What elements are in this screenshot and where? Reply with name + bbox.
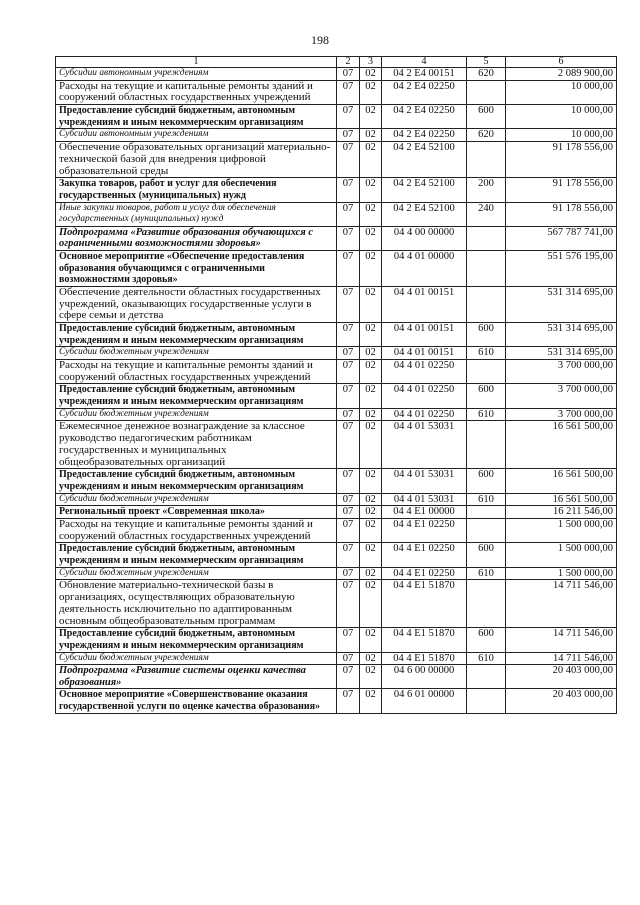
row-subsection-cell: 02 xyxy=(360,469,382,493)
row-subsection-cell: 02 xyxy=(360,68,382,81)
row-expense-type-cell: 600 xyxy=(467,323,506,347)
table-row xyxy=(56,250,617,286)
row-amount-cell: 16 211 546,00 xyxy=(506,506,617,519)
row-name-cell: Закупка товаров, работ и услуг для обеспечения государственных (муниципальных) нужд xyxy=(56,178,337,202)
table-row xyxy=(56,323,617,347)
row-section-cell: 07 xyxy=(337,359,360,384)
row-expense-type-cell: 240 xyxy=(467,202,506,226)
table-row xyxy=(56,543,617,567)
row-subsection-cell: 02 xyxy=(360,323,382,347)
row-name-cell: Основное мероприятие «Обеспечение предоставления образования обучающимся с ограниченными возможностями здоровья» xyxy=(56,250,337,286)
page-number: 198 xyxy=(311,33,329,47)
row-target-code-cell: 04 4 01 02250 xyxy=(382,359,467,384)
header-cell-target-code: 4 xyxy=(382,57,467,68)
table-row xyxy=(56,665,617,689)
row-target-code-cell: 04 4 01 00151 xyxy=(382,286,467,322)
row-expense-type-cell: 610 xyxy=(467,408,506,421)
row-expense-type-cell: 610 xyxy=(467,347,506,360)
row-section-cell: 07 xyxy=(337,469,360,493)
header-cell-name: 1 xyxy=(56,57,337,68)
row-name-cell: Субсидии автономным учреждениям xyxy=(56,129,337,142)
row-section-cell: 07 xyxy=(337,347,360,360)
row-name-cell: Расходы на текущие и капитальные ремонты зданий и сооружений областных государственных учреждений xyxy=(56,80,337,105)
row-amount-cell: 531 314 695,00 xyxy=(506,323,617,347)
row-subsection-cell: 02 xyxy=(360,80,382,105)
table-row xyxy=(56,226,617,250)
row-name-cell: Основное мероприятие «Совершенствование оказания государственной услуги по оценке качества образования» xyxy=(56,689,337,713)
row-name-cell: Субсидии автономным учреждениям xyxy=(56,68,337,81)
header-cell-subsection: 3 xyxy=(360,57,382,68)
row-subsection-cell: 02 xyxy=(360,518,382,543)
row-expense-type-cell: 600 xyxy=(467,543,506,567)
row-target-code-cell: 04 2 E4 52100 xyxy=(382,141,467,177)
row-section-cell: 07 xyxy=(337,665,360,689)
row-amount-cell: 20 403 000,00 xyxy=(506,665,617,689)
row-amount-cell: 3 700 000,00 xyxy=(506,408,617,421)
row-subsection-cell: 02 xyxy=(360,628,382,652)
table-header-row xyxy=(56,57,617,68)
row-amount-cell: 1 500 000,00 xyxy=(506,543,617,567)
row-target-code-cell: 04 4 01 00000 xyxy=(382,250,467,286)
row-name-cell: Субсидии бюджетным учреждениям xyxy=(56,493,337,506)
header-cell-amount: 6 xyxy=(506,57,617,68)
row-target-code-cell: 04 4 E1 02250 xyxy=(382,567,467,580)
row-section-cell: 07 xyxy=(337,286,360,322)
table-row xyxy=(56,384,617,408)
row-amount-cell: 14 711 546,00 xyxy=(506,652,617,665)
row-expense-type-cell xyxy=(467,80,506,105)
row-name-cell: Субсидии бюджетным учреждениям xyxy=(56,652,337,665)
table-row xyxy=(56,202,617,226)
row-subsection-cell: 02 xyxy=(360,226,382,250)
row-target-code-cell: 04 4 01 02250 xyxy=(382,408,467,421)
row-section-cell: 07 xyxy=(337,250,360,286)
row-section-cell: 07 xyxy=(337,105,360,129)
row-subsection-cell: 02 xyxy=(360,141,382,177)
row-name-cell: Предоставление субсидий бюджетным, автономным учреждениям и иным некоммерческим организациям xyxy=(56,469,337,493)
row-target-code-cell: 04 2 E4 52100 xyxy=(382,202,467,226)
row-expense-type-cell xyxy=(467,359,506,384)
row-section-cell: 07 xyxy=(337,421,360,469)
row-name-cell: Предоставление субсидий бюджетным, автономным учреждениям и иным некоммерческим организациям xyxy=(56,628,337,652)
row-name-cell: Предоставление субсидий бюджетным, автономным учреждениям и иным некоммерческим организациям xyxy=(56,323,337,347)
table-row xyxy=(56,652,617,665)
row-section-cell: 07 xyxy=(337,384,360,408)
table-row xyxy=(56,359,617,384)
row-subsection-cell: 02 xyxy=(360,178,382,202)
row-target-code-cell: 04 4 01 02250 xyxy=(382,384,467,408)
row-subsection-cell: 02 xyxy=(360,250,382,286)
row-subsection-cell: 02 xyxy=(360,652,382,665)
row-target-code-cell: 04 4 E1 51870 xyxy=(382,580,467,628)
row-name-cell: Обеспечение образовательных организаций материально-технической базой для внедрения цифровой образовательной среды xyxy=(56,141,337,177)
row-name-cell: Подпрограмма «Развитие образования обучающихся с ограниченными возможностями здоровья» xyxy=(56,226,337,250)
row-section-cell: 07 xyxy=(337,628,360,652)
row-name-cell: Ежемесячное денежное вознаграждение за классное руководство педагогическим работникам государственных и муниципальных общеобразовательных организаций xyxy=(56,421,337,469)
row-target-code-cell: 04 4 01 00151 xyxy=(382,347,467,360)
row-section-cell: 07 xyxy=(337,129,360,142)
row-target-code-cell: 04 2 E4 02250 xyxy=(382,105,467,129)
header-cell-section: 2 xyxy=(337,57,360,68)
table-row xyxy=(56,567,617,580)
row-expense-type-cell xyxy=(467,250,506,286)
table-row xyxy=(56,80,617,105)
row-expense-type-cell: 620 xyxy=(467,129,506,142)
row-section-cell: 07 xyxy=(337,506,360,519)
row-amount-cell: 10 000,00 xyxy=(506,129,617,142)
row-section-cell: 07 xyxy=(337,323,360,347)
row-section-cell: 07 xyxy=(337,543,360,567)
row-section-cell: 07 xyxy=(337,80,360,105)
row-amount-cell: 567 787 741,00 xyxy=(506,226,617,250)
row-subsection-cell: 02 xyxy=(360,384,382,408)
row-expense-type-cell: 600 xyxy=(467,469,506,493)
row-section-cell: 07 xyxy=(337,652,360,665)
row-section-cell: 07 xyxy=(337,518,360,543)
row-amount-cell: 14 711 546,00 xyxy=(506,628,617,652)
table-row xyxy=(56,469,617,493)
row-expense-type-cell xyxy=(467,141,506,177)
row-name-cell: Подпрограмма «Развитие системы оценки качества образования» xyxy=(56,665,337,689)
row-name-cell: Обеспечение деятельности областных государственных учреждений, оказывающих государственные услуги в сфере семьи и детства xyxy=(56,286,337,322)
row-expense-type-cell: 600 xyxy=(467,628,506,652)
row-amount-cell: 20 403 000,00 xyxy=(506,689,617,713)
row-amount-cell: 16 561 500,00 xyxy=(506,469,617,493)
table-row xyxy=(56,580,617,628)
row-amount-cell: 91 178 556,00 xyxy=(506,178,617,202)
row-name-cell: Предоставление субсидий бюджетным, автономным учреждениям и иным некоммерческим организациям xyxy=(56,543,337,567)
row-expense-type-cell: 600 xyxy=(467,105,506,129)
table-row xyxy=(56,689,617,713)
row-expense-type-cell xyxy=(467,421,506,469)
header-cell-expense-type: 5 xyxy=(467,57,506,68)
row-amount-cell: 2 089 900,00 xyxy=(506,68,617,81)
row-amount-cell: 16 561 500,00 xyxy=(506,421,617,469)
row-subsection-cell: 02 xyxy=(360,689,382,713)
row-amount-cell: 1 500 000,00 xyxy=(506,518,617,543)
row-target-code-cell: 04 2 E4 02250 xyxy=(382,80,467,105)
table-row xyxy=(56,518,617,543)
row-amount-cell: 3 700 000,00 xyxy=(506,384,617,408)
row-section-cell: 07 xyxy=(337,567,360,580)
row-expense-type-cell: 610 xyxy=(467,493,506,506)
row-amount-cell: 10 000,00 xyxy=(506,105,617,129)
row-subsection-cell: 02 xyxy=(360,359,382,384)
row-name-cell: Субсидии бюджетным учреждениям xyxy=(56,408,337,421)
row-subsection-cell: 02 xyxy=(360,129,382,142)
row-subsection-cell: 02 xyxy=(360,408,382,421)
row-expense-type-cell xyxy=(467,286,506,322)
row-section-cell: 07 xyxy=(337,68,360,81)
row-expense-type-cell: 600 xyxy=(467,384,506,408)
row-target-code-cell: 04 2 E4 00151 xyxy=(382,68,467,81)
row-amount-cell: 91 178 556,00 xyxy=(506,141,617,177)
row-amount-cell: 91 178 556,00 xyxy=(506,202,617,226)
row-expense-type-cell: 610 xyxy=(467,567,506,580)
table-row xyxy=(56,628,617,652)
table-row xyxy=(56,68,617,81)
row-subsection-cell: 02 xyxy=(360,105,382,129)
row-amount-cell: 14 711 546,00 xyxy=(506,580,617,628)
budget-table-body xyxy=(56,57,617,714)
table-row xyxy=(56,493,617,506)
row-target-code-cell: 04 4 01 53031 xyxy=(382,469,467,493)
table-row xyxy=(56,286,617,322)
row-name-cell: Расходы на текущие и капитальные ремонты зданий и сооружений областных государственных учреждений xyxy=(56,359,337,384)
row-section-cell: 07 xyxy=(337,580,360,628)
table-row xyxy=(56,141,617,177)
row-section-cell: 07 xyxy=(337,202,360,226)
row-expense-type-cell xyxy=(467,580,506,628)
row-section-cell: 07 xyxy=(337,408,360,421)
row-subsection-cell: 02 xyxy=(360,202,382,226)
row-target-code-cell: 04 4 E1 51870 xyxy=(382,652,467,665)
table-row xyxy=(56,506,617,519)
row-subsection-cell: 02 xyxy=(360,421,382,469)
row-amount-cell: 10 000,00 xyxy=(506,80,617,105)
table-row xyxy=(56,347,617,360)
row-expense-type-cell xyxy=(467,518,506,543)
budget-table xyxy=(55,56,617,714)
row-name-cell: Обновление материально-технической базы в организациях, осуществляющих образовательную деятельность исключительно по адаптированным основным общеобразовательным программам xyxy=(56,580,337,628)
row-section-cell: 07 xyxy=(337,141,360,177)
row-name-cell: Субсидии бюджетным учреждениям xyxy=(56,567,337,580)
row-target-code-cell: 04 2 E4 52100 xyxy=(382,178,467,202)
row-subsection-cell: 02 xyxy=(360,506,382,519)
row-name-cell: Региональный проект «Современная школа» xyxy=(56,506,337,519)
row-expense-type-cell: 620 xyxy=(467,68,506,81)
row-target-code-cell: 04 4 00 00000 xyxy=(382,226,467,250)
row-amount-cell: 551 576 195,00 xyxy=(506,250,617,286)
row-subsection-cell: 02 xyxy=(360,493,382,506)
row-expense-type-cell xyxy=(467,665,506,689)
row-name-cell: Иные закупки товаров, работ и услуг для обеспечения государственных (муниципальных) нужд xyxy=(56,202,337,226)
row-amount-cell: 3 700 000,00 xyxy=(506,359,617,384)
row-subsection-cell: 02 xyxy=(360,665,382,689)
table-row xyxy=(56,129,617,142)
row-target-code-cell: 04 4 E1 51870 xyxy=(382,628,467,652)
row-subsection-cell: 02 xyxy=(360,580,382,628)
row-section-cell: 07 xyxy=(337,226,360,250)
row-amount-cell: 531 314 695,00 xyxy=(506,286,617,322)
row-amount-cell: 1 500 000,00 xyxy=(506,567,617,580)
table-row xyxy=(56,105,617,129)
row-expense-type-cell xyxy=(467,226,506,250)
row-subsection-cell: 02 xyxy=(360,567,382,580)
row-name-cell: Предоставление субсидий бюджетным, автономным учреждениям и иным некоммерческим организациям xyxy=(56,105,337,129)
table-row xyxy=(56,421,617,469)
row-name-cell: Расходы на текущие и капитальные ремонты зданий и сооружений областных государственных учреждений xyxy=(56,518,337,543)
row-target-code-cell: 04 4 E1 02250 xyxy=(382,543,467,567)
row-expense-type-cell xyxy=(467,506,506,519)
row-target-code-cell: 04 4 E1 02250 xyxy=(382,518,467,543)
row-target-code-cell: 04 4 01 53031 xyxy=(382,421,467,469)
row-target-code-cell: 04 6 01 00000 xyxy=(382,689,467,713)
row-amount-cell: 16 561 500,00 xyxy=(506,493,617,506)
row-expense-type-cell: 200 xyxy=(467,178,506,202)
row-target-code-cell: 04 4 01 00151 xyxy=(382,323,467,347)
row-name-cell: Субсидии бюджетным учреждениям xyxy=(56,347,337,360)
table-row xyxy=(56,408,617,421)
row-section-cell: 07 xyxy=(337,689,360,713)
row-subsection-cell: 02 xyxy=(360,286,382,322)
row-expense-type-cell: 610 xyxy=(467,652,506,665)
row-subsection-cell: 02 xyxy=(360,543,382,567)
row-amount-cell: 531 314 695,00 xyxy=(506,347,617,360)
table-row xyxy=(56,178,617,202)
row-target-code-cell: 04 4 01 53031 xyxy=(382,493,467,506)
row-expense-type-cell xyxy=(467,689,506,713)
row-name-cell: Предоставление субсидий бюджетным, автономным учреждениям и иным некоммерческим организациям xyxy=(56,384,337,408)
row-target-code-cell: 04 4 E1 00000 xyxy=(382,506,467,519)
row-section-cell: 07 xyxy=(337,178,360,202)
row-target-code-cell: 04 6 00 00000 xyxy=(382,665,467,689)
row-section-cell: 07 xyxy=(337,493,360,506)
row-target-code-cell: 04 2 E4 02250 xyxy=(382,129,467,142)
row-subsection-cell: 02 xyxy=(360,347,382,360)
